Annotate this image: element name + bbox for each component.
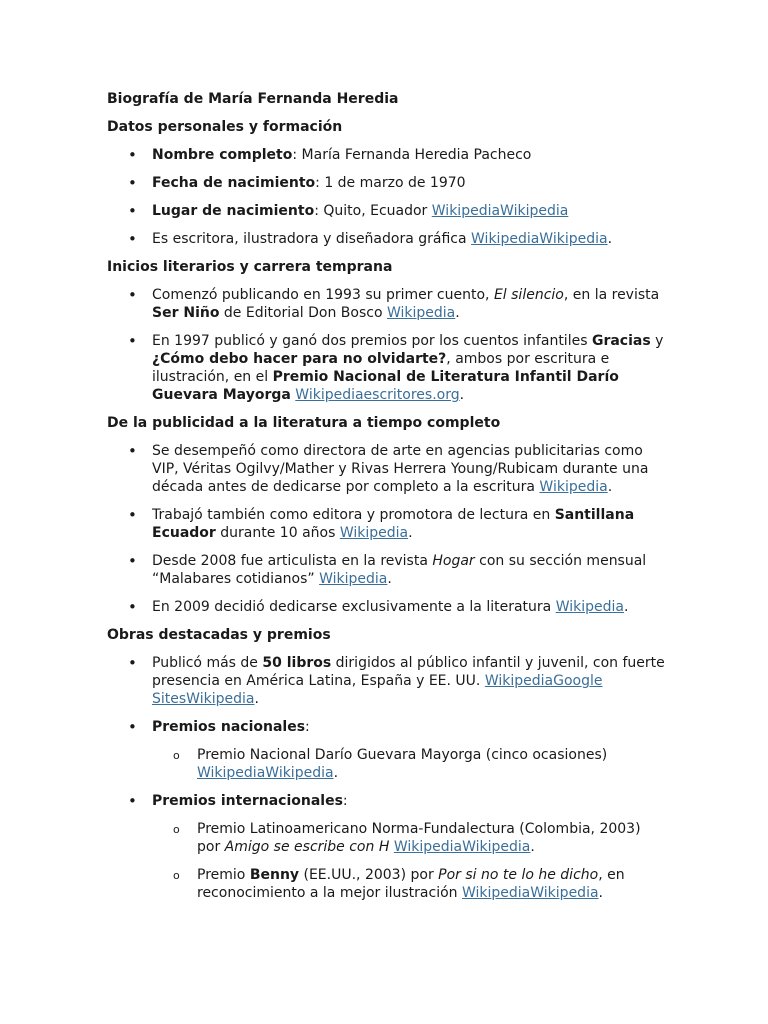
work-title: Amigo se escribe con H (224, 839, 390, 855)
reference-link[interactable]: WikipediaWikipedia (393, 839, 531, 855)
list-item: • Desde 2008 fue articulista en la revista Hogar con su sección mensual “Malabares cotidianos” Wikipedia. (107, 552, 667, 588)
international-awards-list (152, 820, 667, 902)
list-item: • Fecha de nacimiento: 1 de marzo de 1970 (107, 174, 667, 192)
reference-link[interactable]: WikipediaGoogle SitesWikipedia (152, 673, 603, 707)
item-text: Quito, Ecuador (323, 203, 432, 219)
sub-list-item: o Premio Nacional Darío Guevara Mayorga (cinco ocasiones) WikipediaWikipedia. (152, 746, 667, 782)
list-item: • Trabajó también como editora y promotora de lectura en Santillana Ecuador durante 10 años Wikipedia. (107, 506, 667, 542)
list-item: • Premios nacionales: o Premio Nacional Darío Guevara Mayorga (cinco ocasiones) WikipediaWikipedia. (107, 718, 667, 782)
award-name: Benny (249, 867, 300, 883)
reference-link[interactable]: Wikipedia (555, 599, 624, 615)
list-item: • En 2009 decidió dedicarse exclusivamente a la literatura Wikipedia. (107, 598, 667, 616)
item-text: 1 de marzo de 1970 (324, 175, 466, 191)
national-awards-list (152, 746, 667, 782)
reference-link[interactable]: WikipediaWikipedia (431, 203, 569, 219)
section-heading-early-career: Inicios literarios y carrera temprana (107, 259, 393, 275)
magazine-name: Hogar (432, 553, 475, 569)
works-awards-list (107, 654, 667, 902)
list-item: • En 1997 publicó y ganó dos premios por los cuentos infantiles Gracias y ¿Cómo debo hacer para no olvidarte?, ambos por escritura e ilustración, en el Premio Nacional de Literatura Infantil Darío Guevara Mayorga Wikipediaescritores.org. (107, 332, 667, 404)
section-heading-works-awards: Obras destacadas y premios (107, 627, 331, 643)
early-career-list (107, 286, 667, 404)
work-title: Por si no te lo he dicho (438, 867, 599, 883)
list-item: • Publicó más de 50 libros dirigidos al público infantil y juvenil, con fuerte presencia en América Latina, España y EE. UU. WikipediaGoogle SitesWikipedia. (107, 654, 667, 708)
work-title: ¿Cómo debo hacer para no olvidarte? (152, 351, 447, 367)
reference-link[interactable]: Wikipedia (386, 305, 456, 321)
reference-link[interactable]: Wikipedia (319, 571, 388, 587)
reference-link[interactable]: Wikipedia (539, 479, 608, 495)
reference-link[interactable]: WikipediaWikipedia (471, 231, 608, 247)
reference-link[interactable]: Wikipedia (339, 525, 409, 541)
company-name: Santillana Ecuador (152, 507, 635, 541)
document-body (107, 90, 667, 912)
sub-list-item: o Premio Benny (EE.UU., 2003) por Por si no te lo he dicho, en reconocimiento a la mejor ilustración WikipediaWikipedia. (152, 866, 667, 902)
document-title: Biografía de María Fernanda Heredia (107, 91, 399, 107)
work-title: El silencio (493, 287, 564, 303)
item-label: Lugar de nacimiento (152, 203, 315, 219)
advertising-list (107, 442, 667, 616)
item-label: Premios internacionales (152, 793, 343, 809)
personal-data-list (107, 146, 667, 248)
item-label: Fecha de nacimiento (152, 175, 316, 191)
reference-link[interactable]: WikipediaWikipedia (197, 765, 334, 781)
list-item: • Se desempeñó como directora de arte en agencias publicitarias como VIP, Véritas Ogilvy/Mather y Rivas Herrera Young/Rubicam durante una década antes de dedicarse por completo a la escritura Wikipedia. (107, 442, 667, 496)
item-text: María Fernanda Heredia Pacheco (301, 147, 532, 163)
section-heading-personal: Datos personales y formación (107, 119, 343, 135)
section-heading-advertising: De la publicidad a la literatura a tiempo completo (107, 415, 501, 431)
reference-link[interactable]: WikipediaWikipedia (461, 885, 599, 901)
list-item: • Nombre completo: María Fernanda Heredia Pacheco (107, 146, 667, 164)
list-item: • Lugar de nacimiento: Quito, Ecuador WikipediaWikipedia (107, 202, 667, 220)
sub-list-item: o Premio Latinoamericano Norma-Fundalectura (Colombia, 2003) por Amigo se escribe con H WikipediaWikipedia. (152, 820, 667, 856)
item-text: Es escritora, ilustradora y diseñadora gráfica (152, 231, 472, 247)
reference-link[interactable]: Wikipediaescritores.org (295, 387, 460, 403)
list-item: • Premios internacionales: o Premio Latinoamericano Norma-Fundalectura (Colombia, 2003) por Amigo se escribe con H WikipediaWikipedia. o Premio Benny (EE.UU., 2003) por Por si no te lo he dicho, en reconocimiento a la mejor ilustración WikipediaWikipedia. (107, 792, 667, 902)
item-label: Nombre completo (152, 147, 293, 163)
award-name: Premio Nacional de Literatura Infantil Darío Guevara Mayorga (152, 369, 619, 403)
books-count: 50 libros (262, 655, 332, 671)
list-item: • Es escritora, ilustradora y diseñadora gráfica WikipediaWikipedia. (107, 230, 667, 248)
magazine-name: Ser Niño (152, 305, 220, 321)
work-title: Gracias (591, 333, 651, 349)
item-label: Premios nacionales (152, 719, 306, 735)
list-item: • Comenzó publicando en 1993 su primer cuento, El silencio, en la revista Ser Niño de Editorial Don Bosco Wikipedia. (107, 286, 667, 322)
